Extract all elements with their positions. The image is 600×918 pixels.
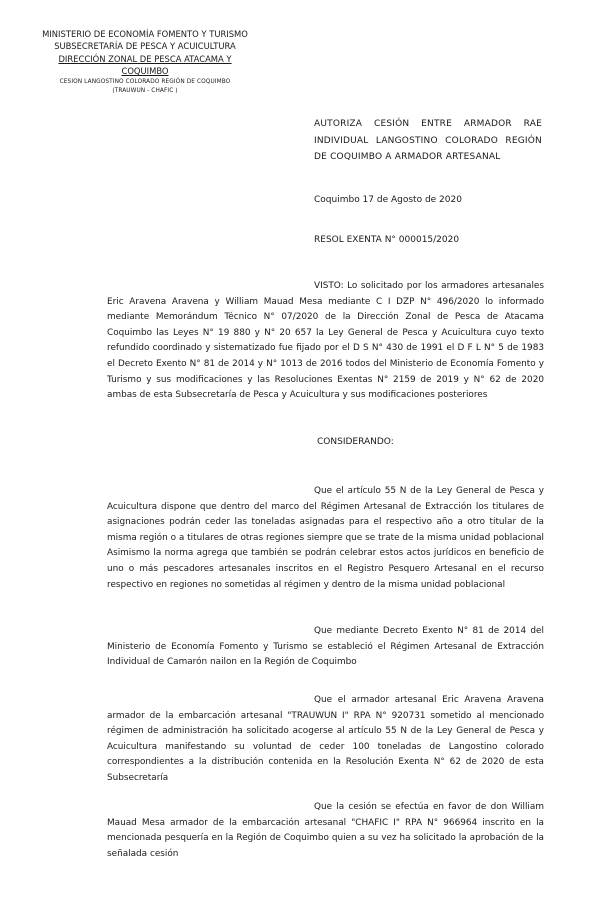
case-vessels: (TRAUWUN - CHAFIC ) bbox=[112, 87, 178, 94]
considerando-text-1: Que el artículo 55 N de la Ley General de Pesca y Acuicultura dispone que dentro del marco del Régimen Artesanal de Extracción los titulares de asignaciones podrán ceder las toneladas asignadas para el respectivo año a otro titular de la misma región o a titulares de otras regiones siempre que se trate de la misma unidad poblacional Asimismo la norma agrega que también se podrán celebrar estos actos jurídicos en beneficio de uno o más pescadores artesanales inscritos en el Registro Pesquero Artesanal en el recurso respectivo en regiones no sometidas al régimen y dentro de la misma unidad poblacional bbox=[107, 486, 544, 590]
considerando-text-3: Que el armador artesanal Eric Aravena Aravena armador de la embarcación artesanal "TRAUWUN I" RPA N° 920731 sometido al mencionado régimen de administración ha solicitado acogerse al artículo 55 N de la Ley General de Pesca y Acuicultura manifestando su voluntad de ceder 100 toneladas de Langostino colorado correspondientes a la distribución contenida en la Resolución Exenta N° 62 de 2020 de esta Subsecretaría bbox=[107, 695, 544, 783]
ministry-name: MINISTERIO DE ECONOMÍA FOMENTO Y TURISMO bbox=[42, 29, 248, 39]
zonal-directorate-name: DIRECCIÓN ZONAL DE PESCA ATACAMA Y bbox=[58, 53, 232, 64]
visto-label: VISTO: bbox=[314, 281, 344, 291]
date-line: Coquimbo 17 de Agosto de 2020 bbox=[314, 195, 462, 205]
considerando-paragraph-4 bbox=[107, 800, 544, 862]
considerando-paragraph-1 bbox=[107, 484, 544, 593]
considerando-text-2: Que mediante Decreto Exento N° 81 de 2014 del Ministerio de Economía Fomento y Turismo se estableció el Régimen Artesanal de Extracción Individual de Camarón nailon en la Región de Coquimbo bbox=[107, 626, 544, 668]
considerando-paragraph-2 bbox=[107, 624, 544, 671]
considerando-heading: CONSIDERANDO: bbox=[317, 437, 394, 447]
case-reference: CESION LANGOSTINO COLORADO REGIÓN DE COQUIMBO bbox=[59, 78, 231, 85]
resolution-title: AUTORIZA CESIÓN ENTRE ARMADOR RAE INDIVIDUAL LANGOSTINO COLORADO REGIÓN DE COQUIMBO A ARMADOR ARTESANAL bbox=[314, 119, 542, 163]
considerando-text-4: Que la cesión se efectúa en favor de don William Mauad Mesa armador de la embarcación artesanal "CHAFIC I" RPA N° 966964 inscrito en la mencionada pesquería en la Región de Coquimbo quien a su vez ha solicitado la aprobación de la señalada cesión bbox=[107, 802, 544, 859]
visto-text: Lo solicitado por los armadores artesanales Eric Aravena Aravena y William Mauad Mesa mediante C I DZP N° 496/2020 lo informado mediante Memorándum Técnico N° 07/2020 de la Dirección Zonal de Pesca de Atacama Coquimbo las Leyes N° 19 880 y N° 20 657 la Ley General de Pesca y Acuicultura cuyo texto refundido coordinado y sistematizado fue fijado por el D S N° 430 de 1991 el D F L N° 5 de 1983 el Decreto Exento N° 81 de 2014 y N° 1013 de 2016 todos del Ministerio de Economía Fomento y Turismo y sus modificaciones y las Resoluciones Exentas N° 2159 de 2019 y N° 62 de 2020 ambas de esta Subsecretaría de Pesca y Acuicultura y sus modificaciones posteriores bbox=[107, 281, 544, 401]
zonal-directorate-region: COQUIMBO bbox=[121, 66, 169, 77]
subsecretariat-name: SUBSECRETARÍA DE PESCA Y ACUICULTURA bbox=[54, 41, 236, 52]
considerando-paragraph-3 bbox=[107, 693, 544, 787]
resolution-number: RESOL EXENTA N° 000015/2020 bbox=[314, 235, 460, 245]
visto-paragraph bbox=[107, 279, 544, 404]
letterhead bbox=[32, 28, 258, 96]
